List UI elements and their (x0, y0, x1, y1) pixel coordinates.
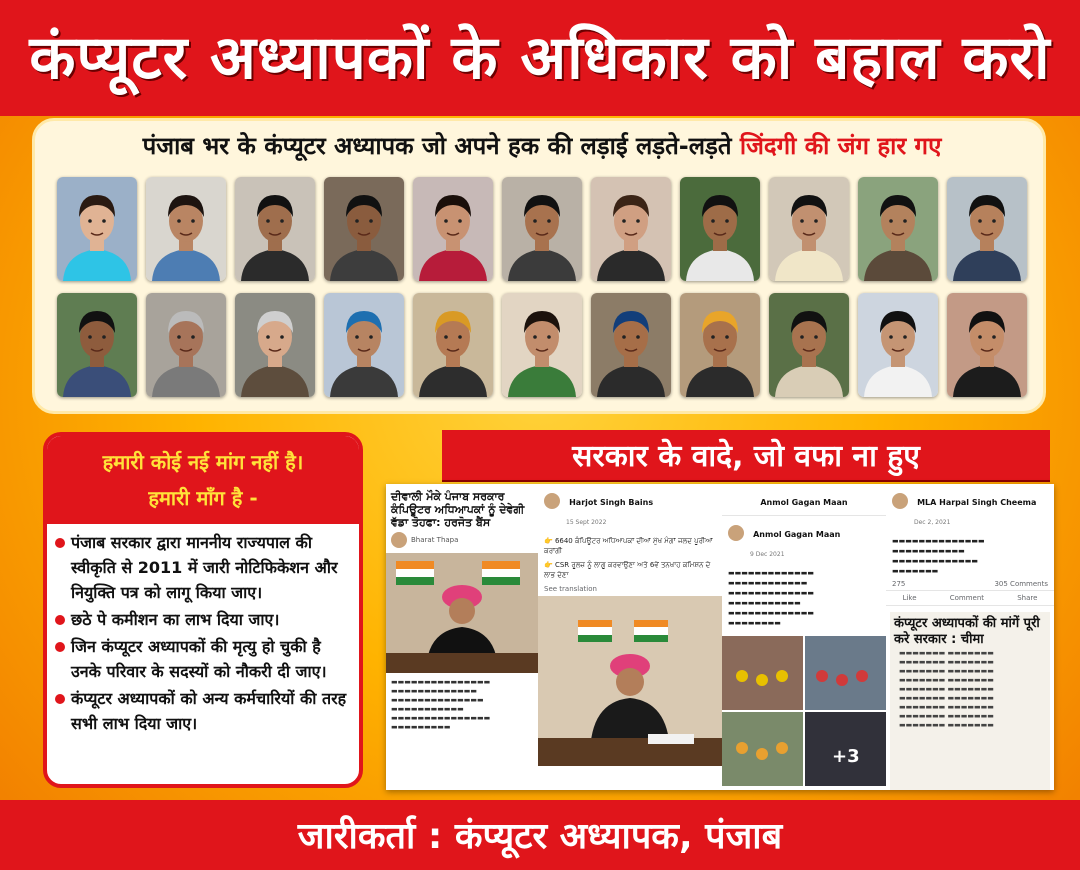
avatar (892, 493, 908, 509)
portrait-photo (413, 177, 493, 281)
tribute-heading-black: पंजाब भर के कंप्यूटर अध्यापक जो अपने हक की लड़ाई लड़ते-लड़ते (142, 132, 732, 160)
portrait-photo (858, 293, 938, 397)
post-date: 15 Sept 2022 (566, 519, 607, 526)
post-body: ▬▬▬▬▬▬▬▬▬▬▬▬▬▬ ▬▬▬▬▬▬▬▬▬▬▬ ▬▬▬▬▬▬▬▬▬▬▬▬▬ ▬▬▬▬▬▬▬ (892, 537, 985, 575)
comment-button[interactable]: Comment (949, 594, 985, 602)
portrait-photo (591, 293, 671, 397)
demands-heading-2: हमारी माँग है - (148, 486, 258, 510)
portrait-photo (502, 177, 582, 281)
demand-item: छठे पे कमीशन का लाभ दिया जाए। (55, 607, 351, 632)
portrait-photo (413, 293, 493, 397)
portrait-photo (591, 177, 671, 281)
post-author: Harjot Singh Bains (569, 498, 654, 507)
see-translation-link[interactable]: See translation (544, 585, 597, 593)
post-actions (886, 590, 1054, 606)
demand-item: जिन कंप्यूटर अध्यापकों की मृत्यु हो चुकी है उनके परिवार के सदस्यों को नौकरी दी जाए। (55, 634, 351, 684)
portrait-photo (57, 293, 137, 397)
comment-count: 305 Comments (994, 580, 1048, 588)
promises-title-banner (442, 430, 1050, 480)
facebook-post-card (538, 484, 723, 790)
demands-box (43, 432, 363, 788)
newspaper-clipping (890, 612, 1050, 790)
facebook-post-card (722, 484, 887, 790)
promises-collage (386, 484, 1054, 790)
demand-item: कंप्यूटर अध्यापकों को अन्य कर्मचारियों की तरह सभी लाभ दिया जाए। (55, 686, 351, 736)
avatar (391, 532, 407, 548)
portrait-photo (324, 293, 404, 397)
page-title-bar (722, 484, 886, 516)
post-reactions (886, 578, 1054, 590)
post-header (538, 484, 722, 534)
post-author: MLA Harpal Singh Cheema (917, 498, 1037, 507)
minister-signing-photo (386, 553, 538, 673)
issuer-text: जारीकर्ता : कंप्यूटर अध्यापक, पंजाब (297, 816, 783, 857)
like-count: 275 (892, 580, 906, 588)
tribute-heading-red: जिंदगी की जंग हार गए (739, 132, 942, 160)
demands-list (55, 530, 351, 738)
clipping-headline: कंप्यूटर अध्यापकों की मांगें पूरी करे सरकार : चीमा (894, 616, 1040, 647)
page-name: Anmol Gagan Maan (760, 498, 848, 507)
protest-photos-grid (722, 636, 886, 786)
minister-office-photo (538, 596, 722, 766)
portrait-photo (235, 293, 315, 397)
portrait-photo (235, 177, 315, 281)
promises-title: सरकार के वादे, जो वफा ना हुए (572, 439, 920, 474)
like-button[interactable]: Like (902, 594, 917, 602)
portrait-photo (146, 177, 226, 281)
news-byline: Bharat Thapa (386, 531, 538, 549)
portrait-photo (57, 177, 137, 281)
avatar (728, 525, 744, 541)
footer-banner (0, 800, 1080, 870)
post-header (886, 484, 1054, 534)
portrait-photo (146, 293, 226, 397)
portrait-photo (680, 177, 760, 281)
tribute-panel (32, 118, 1046, 414)
share-button[interactable]: Share (1017, 594, 1038, 602)
portrait-photo (769, 293, 849, 397)
portrait-photo (858, 177, 938, 281)
portrait-photo (680, 293, 760, 397)
portrait-photo (947, 293, 1027, 397)
portrait-photo (502, 293, 582, 397)
demands-heading-1: हमारी कोई नई मांग नहीं है। (102, 450, 304, 474)
post-author: Anmol Gagan Maan (753, 530, 841, 539)
news-clipping-card (386, 484, 539, 790)
facebook-post-card (886, 484, 1054, 790)
clipping-body: ▬▬▬▬▬▬▬ ▬▬▬▬▬▬▬ ▬▬▬▬▬▬▬ ▬▬▬▬▬▬▬ ▬▬▬▬▬▬▬ ▬▬▬▬▬▬▬ ▬▬▬▬▬▬▬ ▬▬▬▬▬▬▬ ▬▬▬▬▬▬▬ ▬▬▬▬▬▬▬ ▬▬▬▬▬▬▬ ▬▬▬▬▬▬▬ ▬▬▬▬▬▬▬ ▬▬▬▬▬▬▬ ▬▬▬▬▬▬▬ ▬▬▬▬▬▬▬ ▬▬▬▬▬▬▬ ▬▬▬▬▬▬▬ (899, 649, 994, 729)
post-line-1: 👉 6640 ਕੰਪਿਊਟਰ ਅਧਿਆਪਕਾਂ ਦੀਆਂ ਮੁੱਖ ਮੰਗਾਂ ਜਲਦ ਪੂਰੀਆਂ ਕਰਾਂਗੀ (544, 537, 713, 555)
portrait-photo (947, 177, 1027, 281)
poster-title: कंप्यूटर अध्यापकों के अधिकार को बहाल करो (29, 23, 1051, 93)
more-photos-count[interactable]: +3 (832, 746, 860, 767)
post-body: ▬▬▬▬▬▬▬▬▬▬▬▬▬ ▬▬▬▬▬▬▬▬▬▬▬▬ ▬▬▬▬▬▬▬▬▬▬▬▬▬ ▬▬▬▬▬▬▬▬▬▬▬ ▬▬▬▬▬▬▬▬▬▬▬▬▬ ▬▬▬▬▬▬▬▬ (728, 569, 814, 627)
portrait-photo (769, 177, 849, 281)
post-date: Dec 2, 2021 (914, 519, 951, 526)
avatar (544, 493, 560, 509)
portrait-photo (324, 177, 404, 281)
post-header (722, 516, 886, 566)
demand-item: पंजाब सरकार द्वारा माननीय राज्यपाल की स्वीकृति से 2011 में जारी नोटिफिकेशन और नियुक्ति पत्र को लागू किया जाए। (55, 530, 351, 605)
news-body-text: ▬▬▬▬▬▬▬▬▬▬▬▬▬▬▬ ▬▬▬▬▬▬▬▬▬▬▬▬▬ ▬▬▬▬▬▬▬▬▬▬▬▬▬▬ ▬▬▬▬▬▬▬▬▬▬▬ ▬▬▬▬▬▬▬▬▬▬▬▬▬▬▬ ▬▬▬▬▬▬▬▬▬ (391, 678, 491, 731)
post-line-2: 👉 CSR ਰੂਲਜ਼ ਨੂੰ ਲਾਗੂ ਕਰਵਾਉਣਾ ਅਤੇ 6ਵੇਂ ਤਨਖਾਹ ਕਮਿਸ਼ਨ ਦੇ ਲਾਭ ਦੇਣਾ (544, 561, 711, 579)
news-headline: ਦੀਵਾਲੀ ਮੌਕੇ ਪੰਜਾਬ ਸਰਕਾਰ ਕੰਪਿਊਟਰ ਅਧਿਆਪਕਾਂ ਨੂੰ ਦੇਵੇਗੀ ਵੱਡਾ ਤੋਹਫਾ: ਹਰਜੋਤ ਬੈਂਸ (391, 490, 525, 529)
post-date: 9 Dec 2021 (750, 551, 785, 558)
tribute-heading (35, 129, 1049, 162)
